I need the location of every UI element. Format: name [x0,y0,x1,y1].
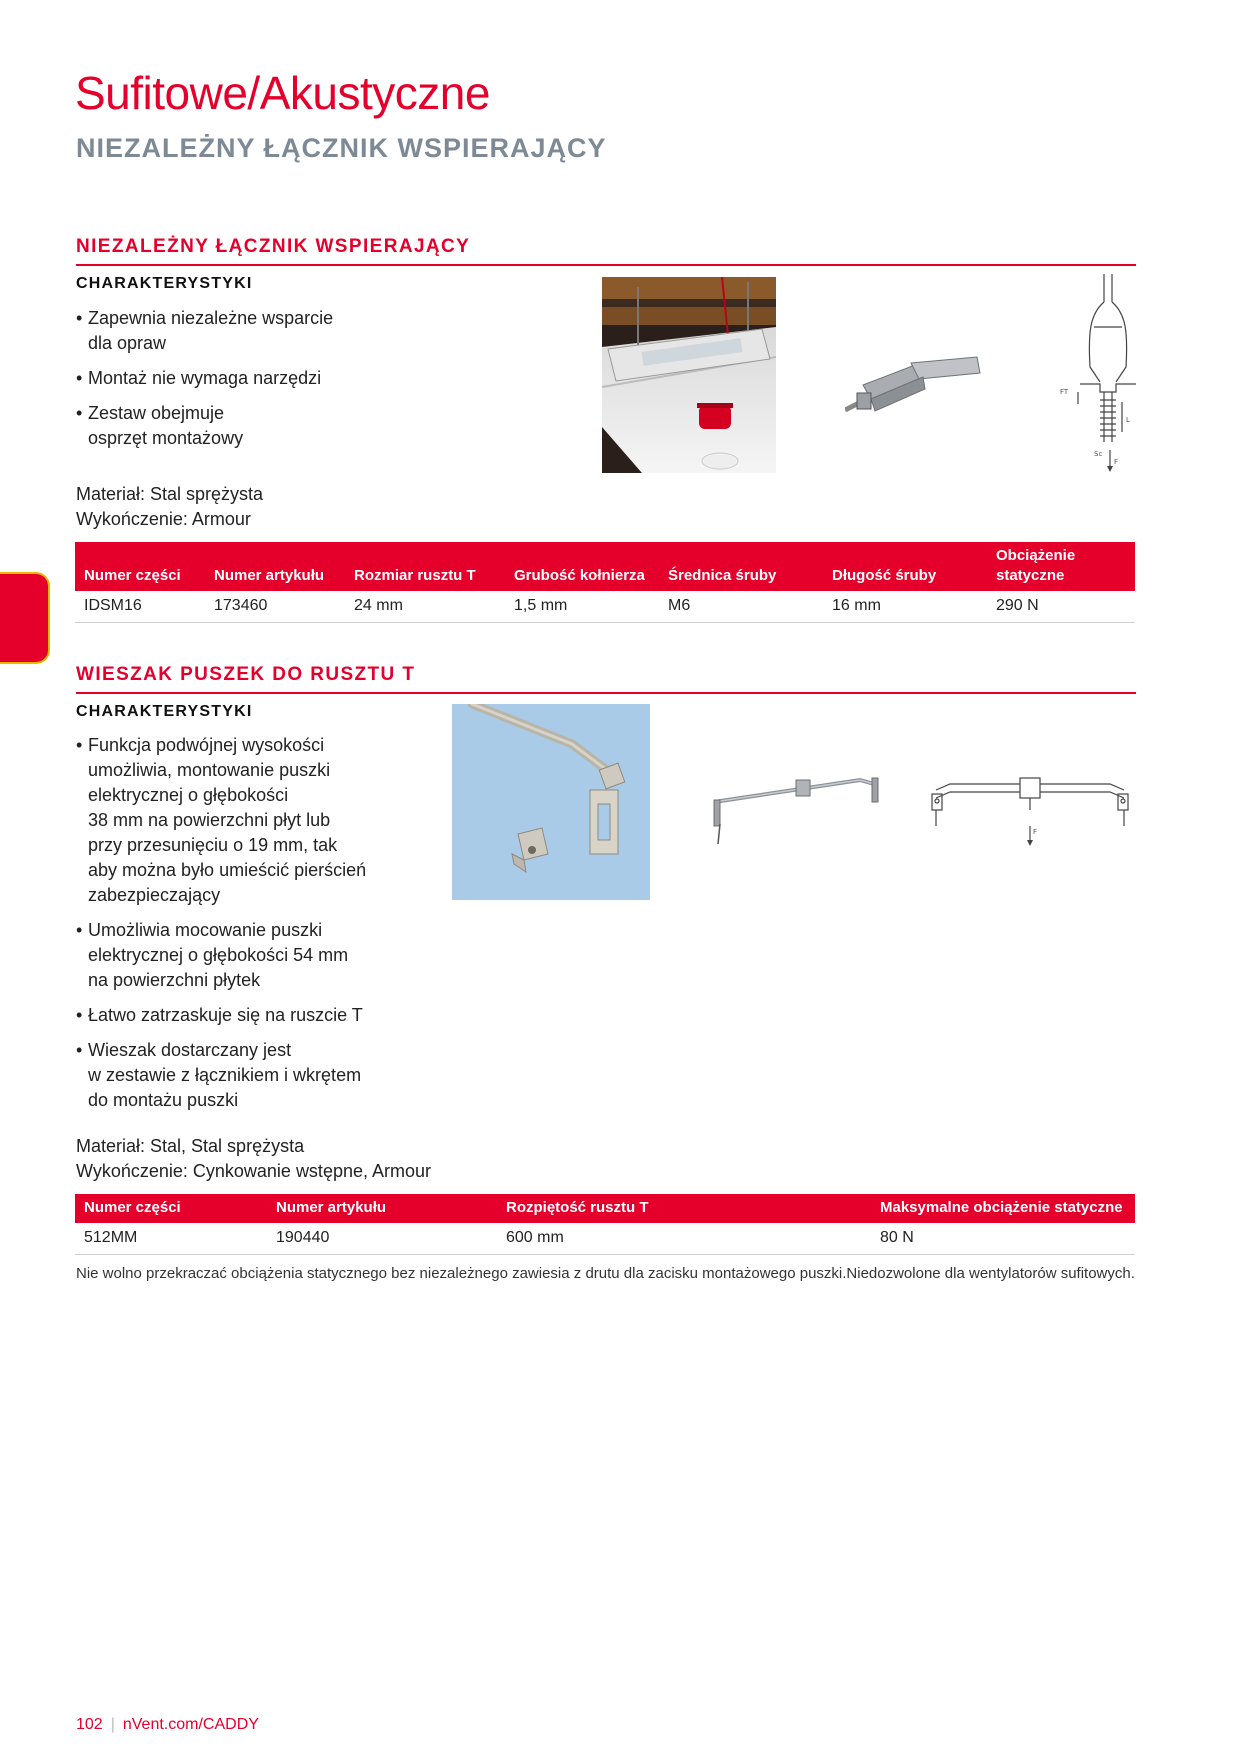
column-header: Rozpiętość rusztu T [497,1194,871,1223]
chapter-tab [0,574,48,662]
ceiling-fixture-photo [602,277,776,473]
table-cell: 512MM [75,1223,267,1255]
ceiling-fixture-image [602,277,776,473]
feature-item: • Zestaw obejmuje osprzęt montażowy [76,401,456,451]
section2-heading: WIESZAK PUSZEK DO RUSZTU T [76,664,1136,694]
table-cell: IDSM16 [75,591,205,623]
idsm16-technical-drawing [1060,272,1140,472]
column-header: Grubość kołnierza [505,542,659,591]
section1-characteristics-heading: CHARAKTERYSTYKI [76,275,253,292]
feature-item: • Umożliwia mocowanie puszki elektrycznej o głębokości 54 mm na powierzchni płytek [76,918,456,993]
box-hanger-technical-drawing [930,770,1130,850]
footnote: Nie wolno przekraczać obciążenia statycznego bez niezależnego zawiesia z drutu dla zacisku montażowego puszki.Niedozwolone dla wentylatorów sufitowych. [76,1265,1135,1282]
table-cell: 190440 [267,1223,497,1255]
section2-characteristics-heading: CHARAKTERYSTYKI [76,703,253,720]
diagram-label-l: L [1126,416,1130,424]
idsm16-clip-photo [845,355,985,425]
footer-separator: | [110,1716,115,1733]
section1-material-block [76,482,263,532]
page-footer [76,1716,259,1734]
column-header: Numer artykułu [205,542,345,591]
section2-feature-list [76,733,456,1123]
table-cell: M6 [659,591,823,623]
section1-heading: NIEZALEŻNY ŁĄCZNIK WSPIERAJĄCY [76,236,1136,266]
feature-item: • Montaż nie wymaga narzędzi [76,366,456,391]
section2-spec-table [75,1194,1135,1255]
material-text: Materiał: Stal, Stal sprężysta [76,1136,305,1156]
column-header: Obciążenie statyczne [987,542,1135,591]
technical-drawing [930,770,1130,850]
column-header: Numer części [75,1194,267,1223]
diagram-label-f: F [1114,458,1119,466]
table-row [75,1223,1135,1255]
page-subtitle: NIEZALEŻNY ŁĄCZNIK WSPIERAJĄCY [76,133,607,163]
page-title: Sufitowe/Akustyczne [75,67,490,119]
box-hanger-assembly-photo [710,768,880,848]
section2-material-block [76,1134,431,1184]
page-number: 102 [76,1716,103,1733]
table-cell: 16 mm [823,591,987,623]
table-cell: 24 mm [345,591,505,623]
table-cell: 290 N [987,591,1135,623]
table-header-row [75,1194,1135,1223]
assembly-image [710,768,880,848]
box-hanger-image [452,704,650,900]
diagram-label-f: F [1033,828,1038,836]
table-cell: 173460 [205,591,345,623]
clip-image [845,355,985,425]
column-header: Numer artykułu [267,1194,497,1223]
column-header: Numer części [75,542,205,591]
feature-item: • Zapewnia niezależne wsparcie dla opraw [76,306,456,356]
column-header: Rozmiar rusztu T [345,542,505,591]
diagram-label-ft: FT [1060,388,1069,396]
table-cell: 600 mm [497,1223,871,1255]
section1-feature-list [76,306,456,461]
column-header: Maksymalne obciążenie statyczne [871,1194,1135,1223]
table-cell: 80 N [871,1223,1135,1255]
finish-text: Wykończenie: Cynkowanie wstępne, Armour [76,1161,431,1181]
feature-item: • Wieszak dostarczany jest w zestawie z łącznikiem i wkrętem do montażu puszki [76,1038,456,1113]
feature-item: • Funkcja podwójnej wysokości umożliwia, montowanie puszki elektrycznej o głębokości 38 mm na powierzchni płyt lub przy przesunięciu o 19 mm, tak aby można było umieścić pierścień zabezpieczający [76,733,456,908]
section1-spec-table [75,542,1135,623]
column-header: Długość śruby [823,542,987,591]
material-text: Materiał: Stal sprężysta [76,484,264,504]
box-hanger-photo [452,704,650,900]
finish-text: Wykończenie: Armour [76,509,251,529]
technical-drawing [1060,272,1140,472]
table-header-row [75,542,1135,591]
table-cell: 1,5 mm [505,591,659,623]
column-header: Średnica śruby [659,542,823,591]
diagram-label-sc: Sc [1094,450,1103,458]
feature-item: • Łatwo zatrzaskuje się na ruszcie T [76,1003,456,1028]
table-row [75,591,1135,623]
footer-site-link[interactable]: nVent.com/CADDY [122,1716,259,1733]
